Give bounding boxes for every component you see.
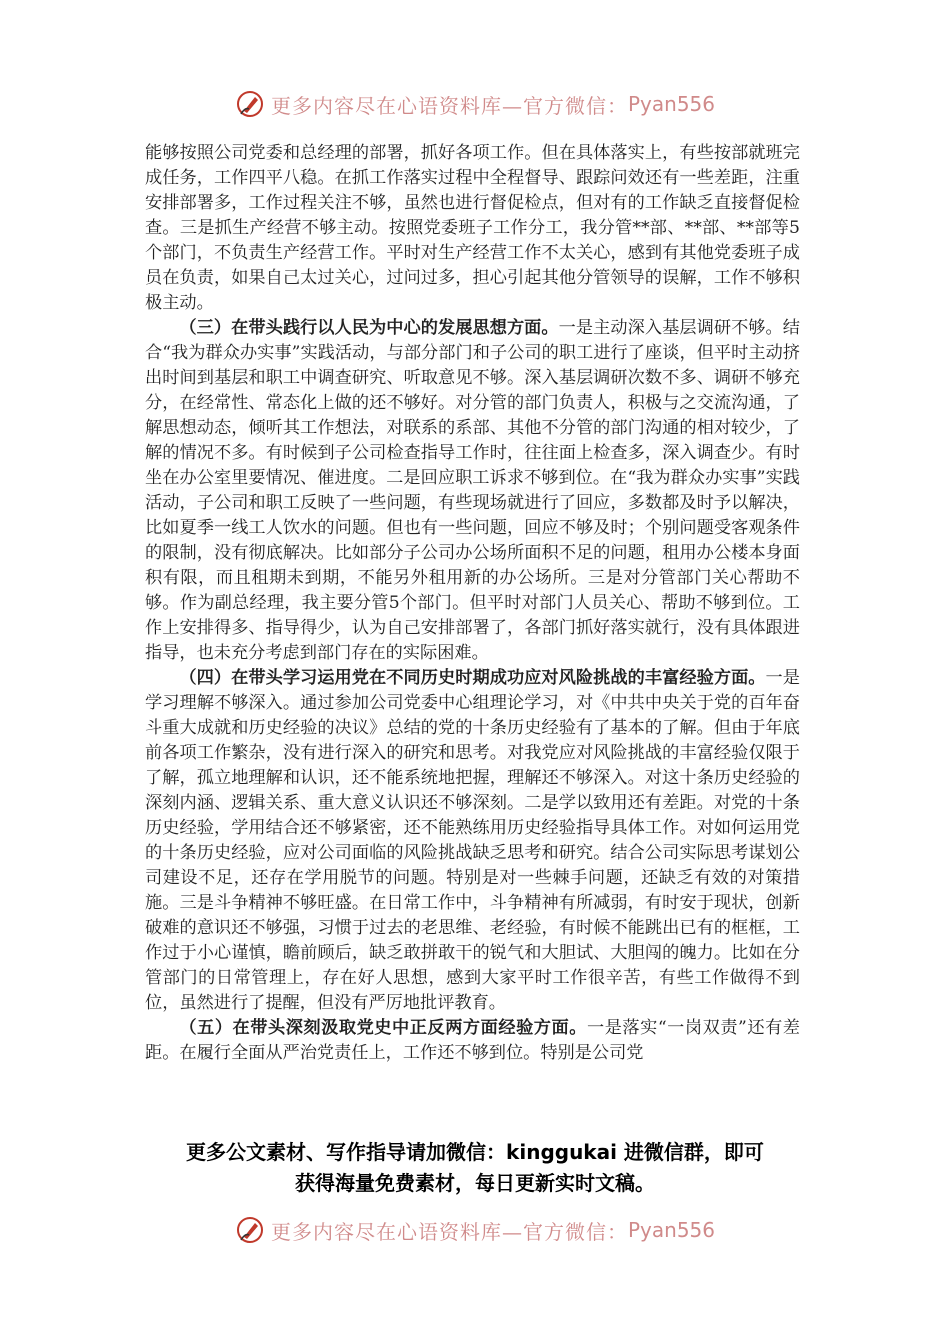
section-5-paragraph [145, 1016, 800, 1066]
document-body [145, 141, 800, 1066]
section-3-body: 一是主动深入基层调研不够。结合“我为群众办实事”实践活动，与部分部门和子公司的职工进行了座谈，但平时主动挤出时间到基层和职工中调查研究、听取意见不够。深入基层调研次数不多、调研不够充分，在经常性、常态化上做的还不够好。对分管的部门负责人，积极与之交流沟通，了解思想动态，倾听其工作想法，对联系的系部、其他不分管的部门沟通的相对较少，了解的情况不多。有时候到子公司检查指导工作时，往往面上检查多，深入调查少。有时坐在办公室里要情况、催进度。二是回应职工诉求不够到位。在“我为群众办实事”实践活动，子公司和职工反映了一些问题，有些现场就进行了回应，多数都及时予以解决，比如夏季一线工人饮水的问题。但也有一些问题，回应不够及时；个别问题受客观条件的限制，没有彻底解决。比如部分子公司办公场所面积不足的问题，租用办公楼本身面积有限，而且租期未到期，不能另外租用新的办公场所。三是对分管部门关心帮助不够。作为副总经理，我主要分管5个部门。但平时对部门人员关心、帮助不够到位。工作上安排得多、指导得少，认为自己安排部署了，各部门抓好落实就行，没有具体跟进指导，也未充分考虑到部门存在的实际困难。 [145, 318, 800, 663]
promo-banner [100, 1137, 850, 1199]
section-4-heading: （四）在带头学习运用党在不同历史时期成功应对风险挑战的丰富经验方面。 [179, 668, 766, 688]
watermark-text: 更多内容尽在心语资料库—官方微信： [270, 93, 628, 118]
watermark-text: 更多内容尽在心语资料库—官方微信： [270, 1219, 628, 1244]
section-4-paragraph [145, 666, 800, 1016]
watermark-account: Pyan556 [627, 1218, 715, 1242]
promo-line-1: 更多公文素材、写作指导请加微信：kinggukai 进微信群，即可 [186, 1140, 764, 1164]
section-4-body: 一是学习理解不够深入。通过参加公司党委中心组理论学习，对《中共中央关于党的百年奋斗重大成就和历史经验的决议》总结的党的十条历史经验有了基本的了解。但由于年底前各项工作繁杂，没有进行深入的研究和思考。对我党应对风险挑战的丰富经验仅限于了解，孤立地理解和认识，还不能系统地把握，理解还不够深入。对这十条历史经验的深刻内涵、逻辑关系、重大意义认识还不够深刻。二是学以致用还有差距。对党的十条历史经验，学用结合还不够紧密，还不能熟练用历史经验指导具体工作。对如何运用党的十条历史经验，应对公司面临的风险挑战缺乏思考和研究。结合公司实际思考谋划公司建设不足，还存在学用脱节的问题。特别是对一些棘手问题，还缺乏有效的对策措施。三是斗争精神不够旺盛。在日常工作中，斗争精神有所减弱，有时安于现状，创新破难的意识还不够强，习惯于过去的老思维、老经验，有时候不能跳出已有的框框，工作过于小心谨慎，瞻前顾后，缺乏敢拼敢干的锐气和大胆试、大胆闯的魄力。比如在分管部门的日常管理上，存在好人思想，感到大家平时工作很辛苦，有些工作做得不到位，虽然进行了提醒，但没有严厉地批评教育。 [145, 668, 800, 1013]
watermark-header [0, 84, 950, 124]
section-3-paragraph [145, 316, 800, 666]
paragraph: 能够按照公司党委和总经理的部署，抓好各项工作。但在具体落实上，有些按部就班完成任务，工作四平八稳。在抓工作落实过程中全程督导、跟踪问效还有一些差距，注重安排部署多，工作过程关注不够，虽然也进行督促检点，但对有的工作缺乏直接督促检查。三是抓生产经营不够主动。按照党委班子工作分工，我分管**部、**部、**部等5个部门，不负责生产经营工作。平时对生产经营工作不太关心，感到有其他党委班子成员在负责，如果自己太过关心，过问过多，担心引起其他分管领导的误解，工作不够积极主动。 [145, 143, 800, 313]
section-3-heading: （三）在带头践行以人民为中心的发展思想方面。 [179, 318, 559, 338]
pen-nib-logo-icon [235, 89, 265, 119]
watermark-account: Pyan556 [627, 92, 715, 116]
section-5-body: 一是落实“一岗双责”还有差距。在履行全面从严治党责任上，工作还不够到位。特别是公司党 [145, 1018, 800, 1063]
pen-nib-logo-icon [235, 1215, 265, 1245]
section-5-heading: （五）在带头深刻汲取党史中正反两方面经验方面。 [179, 1018, 587, 1038]
promo-line-2: 获得海量免费素材，每日更新实时文稿。 [295, 1171, 655, 1195]
watermark-footer [0, 1210, 950, 1250]
